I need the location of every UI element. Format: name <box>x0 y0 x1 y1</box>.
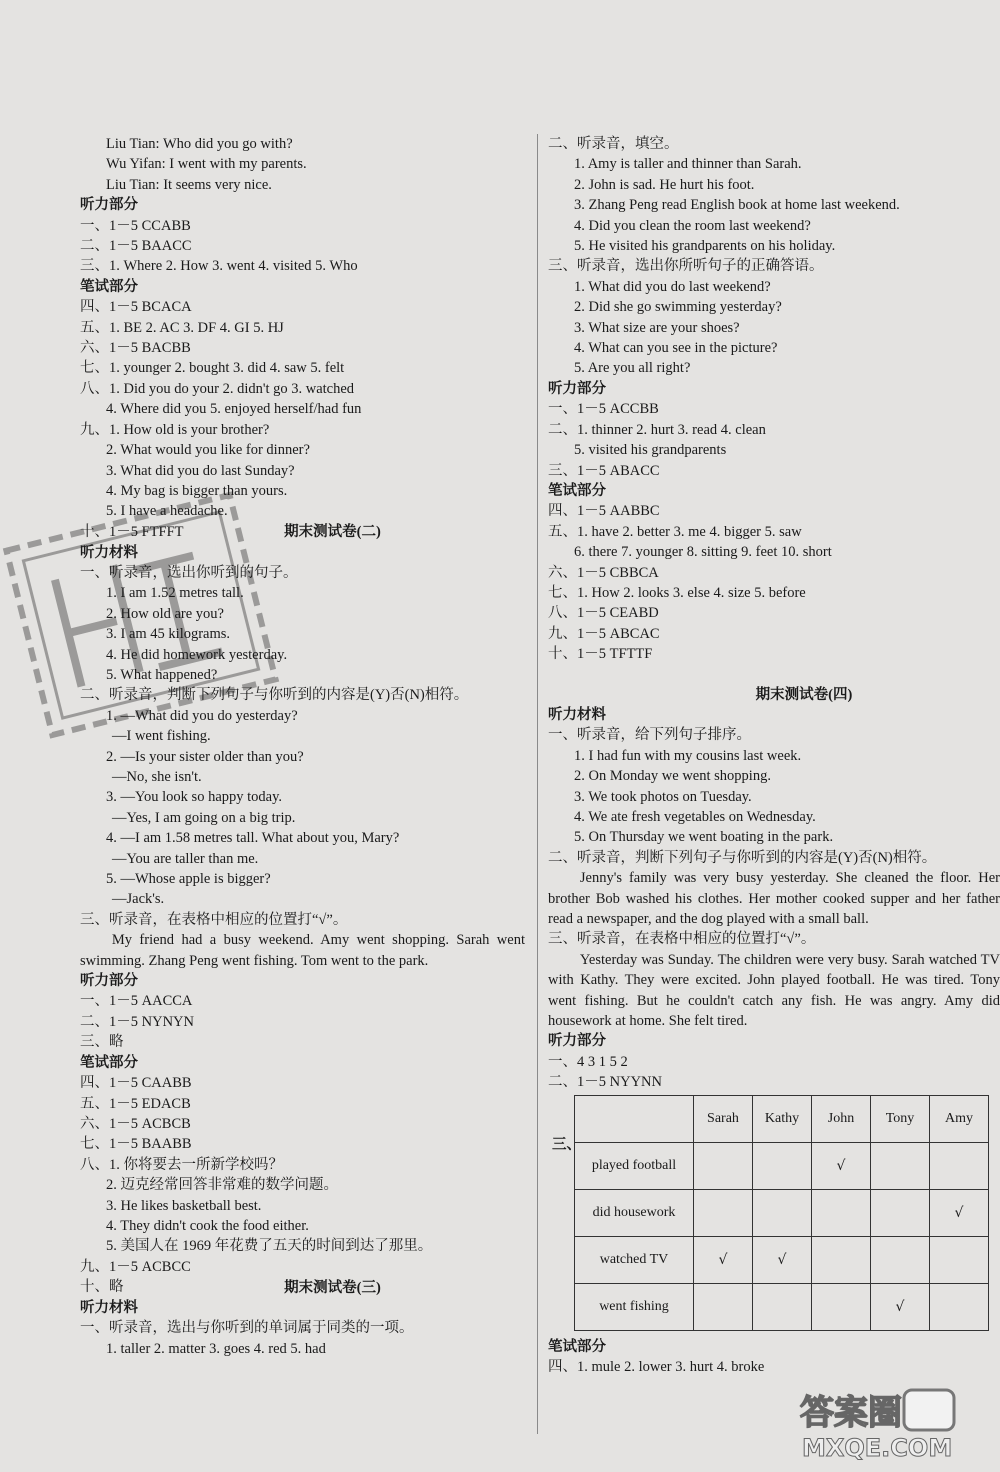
section-heading: 笔试部分 <box>548 482 606 499</box>
item-line: 4. What can you see in the picture? <box>574 340 778 357</box>
answer-line: 3. What did you do last Sunday? <box>106 462 295 479</box>
table-cell <box>930 1283 989 1330</box>
answer-line: 一、1－5 AACCA <box>80 993 193 1010</box>
passage: My friend had a busy weekend. Amy went shopping. Sarah went swimming. Zhang Peng went fishing. Tom went to the park. <box>80 932 525 969</box>
answer-line: 七、1－5 BAABB <box>80 1136 192 1153</box>
section-heading: 听力材料 <box>80 544 138 561</box>
test-title: 期末测试卷(二) <box>284 524 381 541</box>
item-line: 1. What did you do last weekend? <box>574 278 771 295</box>
answer-line: 6. there 7. younger 8. sitting 9. feet 10. short <box>574 544 832 561</box>
table-row <box>575 1236 989 1283</box>
answer-table <box>574 1095 989 1331</box>
table-header-cell: Amy <box>930 1095 989 1142</box>
item-line: —Yes, I am going on a big trip. <box>112 809 296 826</box>
table-corner-cell <box>575 1095 694 1142</box>
answer-line: 十、略 <box>80 1279 124 1296</box>
answer-line: 八、1. 你将要去一所新学校吗？ <box>80 1156 283 1173</box>
table-header-row <box>575 1095 989 1142</box>
answer-line: 二、1－5 BAACC <box>80 238 192 255</box>
item-line: 1. taller 2. matter 3. goes 4. red 5. had <box>106 1340 326 1357</box>
answer-line: 三、1. Where 2. How 3. went 4. visited 5. Who <box>80 258 358 275</box>
item-line: —No, she isn't. <box>112 769 202 785</box>
table-cell <box>753 1283 812 1330</box>
question-heading: 三、听录音，在表格中相应的位置打“√”。 <box>80 911 348 928</box>
table-block <box>548 1095 1000 1331</box>
answer-line: 一、1－5 CCABB <box>80 217 191 234</box>
item-line: —Jack's. <box>112 891 165 908</box>
item-line: 5. What happened? <box>106 666 218 683</box>
table-row-label: did housework <box>575 1189 694 1236</box>
table-row-label: played football <box>575 1142 694 1189</box>
item-line: 2. Did she go swimming yesterday? <box>574 299 782 316</box>
answer-line: 二、1－5 NYNYN <box>80 1013 194 1030</box>
question-heading: 二、听录音，填空。 <box>548 136 679 152</box>
section-heading: 听力部分 <box>548 1033 606 1050</box>
answer-line: 七、1. How 2. looks 3. else 4. size 5. before <box>548 584 806 601</box>
item-line: 3. Zhang Peng read English book at home last weekend. <box>574 197 900 214</box>
answer-line: 5. visited his grandparents <box>574 442 727 459</box>
answer-line: 五、1－5 EDACB <box>80 1095 191 1112</box>
passage: Yesterday was Sunday. The children were very busy. Sarah watched TV with Kathy. They were excited. John played football. He was tired. Tony went fishing. But he couldn't catch any fish. He was angry. Amy did housework at home. She felt tired. <box>548 951 1000 1030</box>
item-line: 2. John is sad. He hurt his foot. <box>574 176 755 193</box>
table-cell <box>871 1142 930 1189</box>
table-cell <box>694 1283 753 1330</box>
table-header-cell: Tony <box>871 1095 930 1142</box>
answer-line: 5. 美国人在 1969 年花费了五天的时间到达了那里。 <box>106 1238 433 1255</box>
answer-line: 五、1. have 2. better 3. me 4. bigger 5. saw <box>548 523 802 540</box>
item-line: 4. Did you clean the room last weekend? <box>574 217 811 234</box>
section-heading: 听力部分 <box>80 197 138 214</box>
answer-line: 2. 迈克经常回答非常难的数学问题。 <box>106 1177 338 1194</box>
table-cell: √ <box>930 1189 989 1236</box>
item-line: 4. He did homework yesterday. <box>106 646 288 663</box>
item-line: 1. I am 1.52 metres tall. <box>106 585 244 602</box>
answer-line: 五、1. BE 2. AC 3. DF 4. GI 5. HJ <box>80 319 284 336</box>
section-heading: 听力部分 <box>80 973 138 990</box>
table-cell: √ <box>812 1142 871 1189</box>
question-heading: 一、听录音，选出与你听到的单词属于同类的一项。 <box>80 1320 414 1337</box>
item-line: 4. We ate fresh vegetables on Wednesday. <box>574 809 816 825</box>
table-cell <box>812 1283 871 1330</box>
item-line: 5. Are you all right? <box>574 360 691 377</box>
item-line: —You are taller than me. <box>112 850 259 867</box>
column-divider <box>537 134 538 1434</box>
answer-line: 三、略 <box>80 1034 124 1051</box>
item-line: 5. He visited his grandparents on his holiday. <box>574 238 836 255</box>
table-cell <box>930 1236 989 1283</box>
item-line: 2. —Is your sister older than you? <box>106 748 304 765</box>
answer-line: 四、1－5 AABBC <box>548 503 660 520</box>
answer-line: 4. Where did you 5. enjoyed herself/had fun <box>106 401 362 418</box>
item-line: 5. —Whose apple is bigger? <box>106 871 271 888</box>
table-cell: √ <box>753 1236 812 1283</box>
answer-line: 四、1－5 CAABB <box>80 1075 192 1092</box>
section-heading: 听力材料 <box>548 706 606 723</box>
item-line: 2. How old are you? <box>106 605 224 622</box>
answer-line: 一、4 3 1 5 2 <box>548 1053 628 1070</box>
table-cell <box>930 1142 989 1189</box>
item-line: 3. What size are your shoes? <box>574 319 740 336</box>
table-row-label: watched TV <box>575 1236 694 1283</box>
table-header-cell: Kathy <box>753 1095 812 1142</box>
table-row <box>575 1283 989 1330</box>
table-cell <box>812 1189 871 1236</box>
question-heading: 一、听录音，给下列句子排序。 <box>548 727 751 744</box>
section-heading: 笔试部分 <box>80 1054 138 1071</box>
answer-line: 4. They didn't cook the food either. <box>106 1217 309 1234</box>
passage: Jenny's family was very busy yesterday. She cleaned the floor. Her brother Bob washed his clothes. Her mother cooked supper and her father read a newspaper, and the dog played with a small ball. <box>548 870 1000 928</box>
item-line: 3. We took photos on Tuesday. <box>574 788 752 805</box>
table-cell <box>812 1236 871 1283</box>
table-header-cell: John <box>812 1095 871 1142</box>
section-heading: 笔试部分 <box>80 278 138 295</box>
dialogue-line: Liu Tian: Who did you go with? <box>106 136 293 152</box>
table-cell: √ <box>694 1236 753 1283</box>
item-line: 1. —What did you do yesterday? <box>106 707 298 724</box>
question-heading: 三、听录音，选出你所听句子的正确答语。 <box>548 258 824 275</box>
table-row-label: went fishing <box>575 1283 694 1330</box>
question-heading: 一、听录音，选出你听到的句子。 <box>80 564 298 581</box>
answer-line: 2. What would you like for dinner? <box>106 442 310 459</box>
answer-line: 九、1－5 ABCAC <box>548 625 660 642</box>
item-line: 3. —You look so happy today. <box>106 789 283 806</box>
table-cell: √ <box>871 1283 930 1330</box>
question-number: 三、 <box>552 1136 581 1153</box>
table-cell <box>694 1142 753 1189</box>
table-cell <box>694 1189 753 1236</box>
answer-line: 十、1－5 FTFFT <box>80 523 184 540</box>
item-line: 2. On Monday we went shopping. <box>574 768 771 785</box>
answer-line: 四、1. mule 2. lower 3. hurt 4. broke <box>548 1359 765 1376</box>
table-header-cell: Sarah <box>694 1095 753 1142</box>
section-heading: 听力材料 <box>80 1299 138 1316</box>
answer-line: 一、1－5 ACCBB <box>548 401 659 418</box>
answer-line: 七、1. younger 2. bought 3. did 4. saw 5. felt <box>80 360 345 377</box>
table-row <box>575 1189 989 1236</box>
answer-line: 六、1－5 CBBCA <box>548 564 659 581</box>
left-column <box>80 134 525 1359</box>
answer-line: 5. I have a headache. <box>106 503 228 520</box>
answer-line: 九、1. How old is your brother? <box>80 421 270 438</box>
item-line: 4. —I am 1.58 metres tall. What about you, Mary? <box>106 830 400 847</box>
answer-line: 四、1－5 BCACA <box>80 299 192 316</box>
answer-line: 十、1－5 TFTTF <box>548 646 653 663</box>
watermark-logo-glyphs: 答案圈 <box>800 1393 902 1433</box>
dialogue-line: Wu Yifan: I went with my parents. <box>106 156 307 173</box>
item-line: 3. I am 45 kilograms. <box>106 626 231 643</box>
table-cell <box>753 1189 812 1236</box>
dialogue-line: Liu Tian: It seems very nice. <box>106 176 272 193</box>
watermark-logo <box>794 1388 994 1462</box>
question-heading: 三、听录音，在表格中相应的位置打“√”。 <box>548 931 816 948</box>
answer-line: 六、1－5 ACBCB <box>80 1115 191 1132</box>
section-heading: 听力部分 <box>548 380 606 397</box>
answer-line: 3. He likes basketball best. <box>106 1197 262 1214</box>
item-line: —I went fishing. <box>112 728 211 745</box>
answer-line: 九、1－5 ACBCC <box>80 1258 191 1275</box>
item-line: 1. Amy is taller and thinner than Sarah. <box>574 156 802 173</box>
answer-line: 二、1－5 NYYNN <box>548 1074 662 1091</box>
table-cell <box>753 1142 812 1189</box>
table-cell <box>871 1236 930 1283</box>
answer-line: 八、1－5 CEABD <box>548 605 659 622</box>
answer-line: 二、1. thinner 2. hurt 3. read 4. clean <box>548 421 766 438</box>
question-heading: 二、听录音，判断下列句子与你听到的内容是(Y)否(N)相符。 <box>548 849 937 866</box>
answer-line: 4. My bag is bigger than yours. <box>106 482 288 499</box>
section-heading: 笔试部分 <box>548 1338 606 1355</box>
question-heading: 二、听录音，判断下列句子与你听到的内容是(Y)否(N)相符。 <box>80 687 469 704</box>
answer-line: 三、1－5 ABACC <box>548 462 660 479</box>
right-column <box>548 134 1000 1378</box>
test-title: 期末测试卷(四) <box>755 686 853 703</box>
watermark-url: MXQE.COM <box>802 1434 953 1462</box>
test-title: 期末测试卷(三) <box>284 1279 381 1296</box>
table-row <box>575 1142 989 1189</box>
answer-line: 八、1. Did you do your 2. didn't go 3. watched <box>80 380 355 397</box>
item-line: 5. On Thursday we went boating in the park. <box>574 829 834 846</box>
item-line: 1. I had fun with my cousins last week. <box>574 747 802 764</box>
answer-line: 六、1－5 BACBB <box>80 340 191 357</box>
table-cell <box>871 1189 930 1236</box>
